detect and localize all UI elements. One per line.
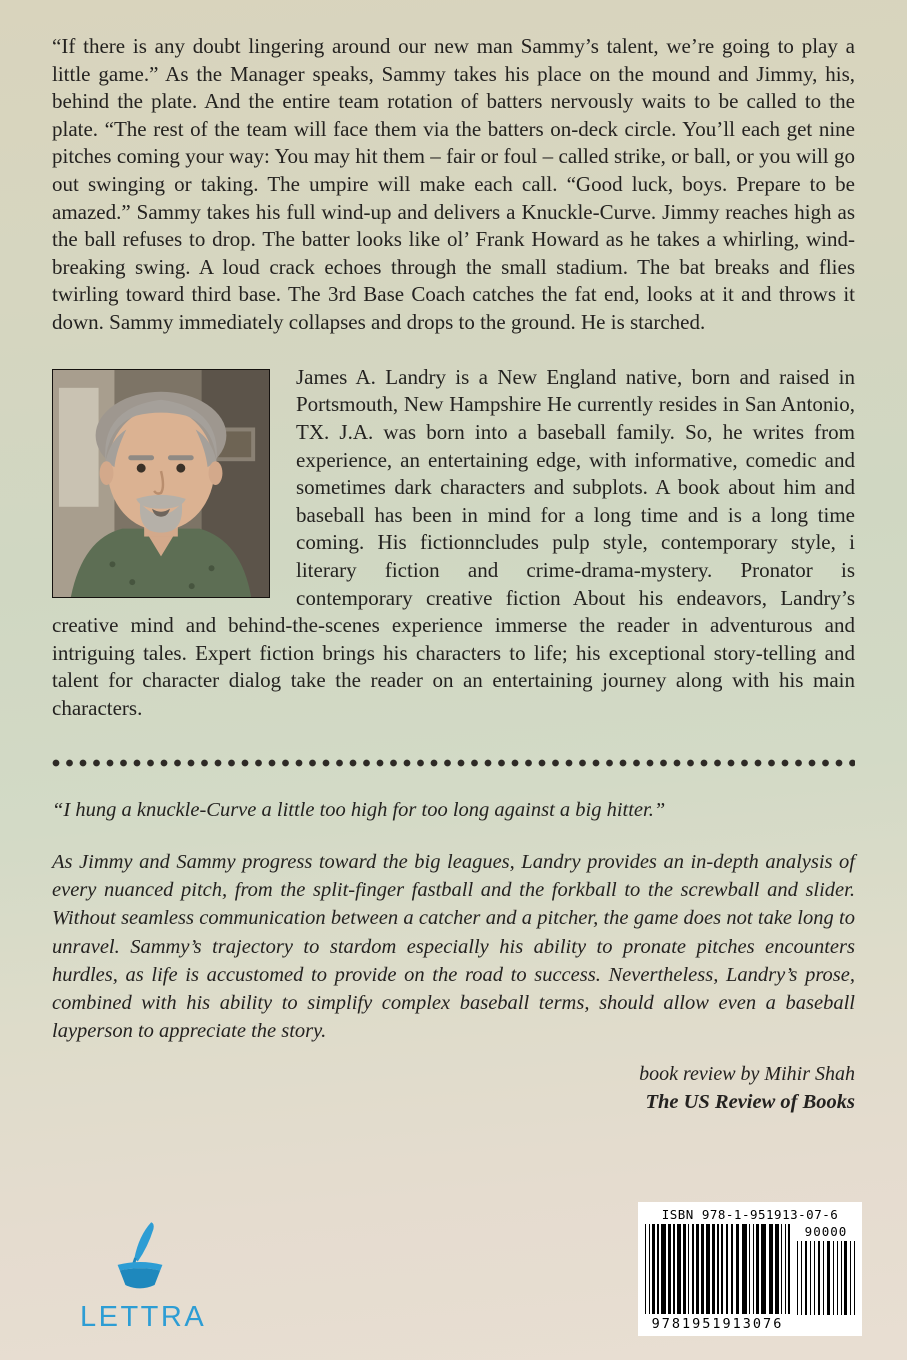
barcode-main-column [645, 1224, 790, 1332]
barcode-addon-column [797, 1224, 855, 1332]
author-bio-paragraph: James A. Landry is a New England native, born and raised in Portsmouth, New Hampshire He currently resides in San Antonio, TX. J.A. was born into a baseball family. So, he writes from experience, an entertaining edge, with informative, comedic and sometimes dark characters and subplots. A book about him and baseball has been in mind for a long time and is a long time coming. His fictionncludes pulp style, contemporary style, i literary fiction and crime-drama-mystery. Pronator is contemporary creative fiction About his endeavors, Landry’s creative mind and behind-the-scenes experience immerse the reader in adventurous and intriguing tales. Expert fiction brings his characters to life; his exceptional story-telling and talent for character dialog take the reader on an entertaining journey along with his main characters. [52, 364, 855, 721]
pull-quote: “I hung a knuckle-Curve a little too high for too long against a big hitter.” [52, 798, 666, 821]
author-bio-block [52, 364, 855, 723]
isbn-label: ISBN 978-1-951913-07-6 [661, 1207, 839, 1222]
review-paragraph: As Jimmy and Sammy progress toward the big leagues, Landry provides an in-depth analysis of every nuanced pitch, from the split-finger fastball and the forkball to the screwball and slider. Without seamless communication between a catcher and a pitcher, the game does not take long to unravel. Sammy’s trajectory to stardom especially his ability to pronate pitches encounters hurdles, as life is accustomed to provide on the road to success. Nevertheless, Landry’s prose, combined with his ability to simplify complex baseball terms, should allow even a baseball layperson to appreciate the story. [52, 851, 855, 1042]
publisher-name: LETTRA [80, 1301, 207, 1333]
review-credit-block [52, 1060, 855, 1117]
ean-number: 9781951913076 [651, 1316, 784, 1332]
review-source-line: The US Review of Books [645, 1090, 855, 1113]
publisher-logo [80, 1220, 207, 1334]
barcode-row [645, 1224, 855, 1332]
review-credit-line: book review by Mihir Shah [639, 1062, 855, 1085]
inkwell-quill-icon [104, 1220, 176, 1294]
author-photo [52, 369, 270, 598]
dotted-divider [52, 759, 855, 767]
synopsis-paragraph: “If there is any doubt lingering around our new man Sammy’s talent, we’re going to play a little game.” As the Manager speaks, Sammy takes his place on the mound and Jimmy, his, behind the plate. And the entire team rotation of batters nervously waits to be called to the plate. “The rest of the team will face them via the batters on-deck circle. You’ll each get nine pitches coming your way: You may hit them – fair or foul – called strike, or ball, or you will go out swinging or taking. The umpire will make each call. “Good luck, boys. Prepare to be amazed.” Sammy takes his full wind-up and delivers a Knuckle-Curve. Jimmy reaches high as the ball refuses to drop. The batter looks like ol’ Frank Howard as he takes a whirling, wind-breaking swing. A loud crack echoes through the small stadium. The bat breaks and flies twirling toward third base. The 3rd Base Coach catches the fat end, looks at it and throws it down. Sammy immediately collapses and drops to the ground. He is starched. [52, 34, 855, 335]
author-portrait-illustration [53, 370, 269, 597]
barcode-bars-main [645, 1224, 790, 1314]
barcode-bars-addon [797, 1241, 855, 1315]
isbn-barcode [638, 1202, 862, 1336]
price-code: 90000 [804, 1224, 848, 1239]
